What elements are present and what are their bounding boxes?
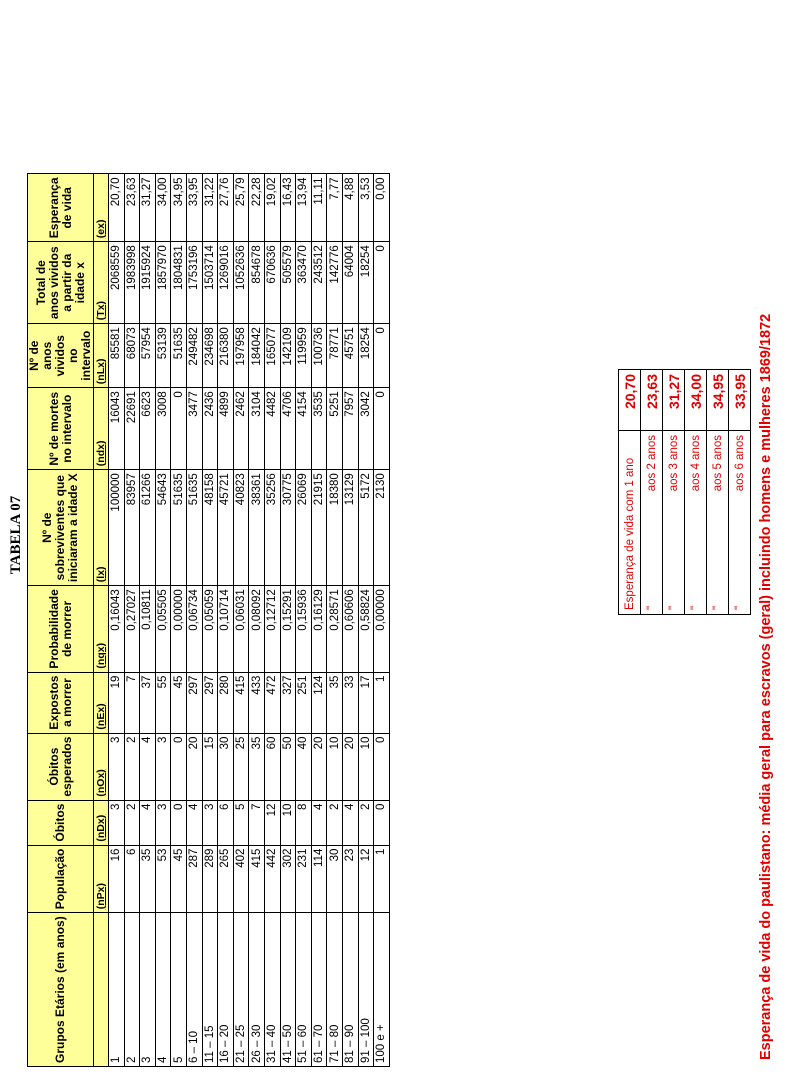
table-cell: 8 bbox=[296, 800, 312, 845]
table-cell: 100 e + bbox=[374, 913, 390, 1067]
summary-value: 33,95 bbox=[729, 370, 751, 431]
summary-label-text: aos 3 anos bbox=[667, 435, 680, 492]
symbol-cell: (nLx) bbox=[94, 324, 109, 388]
table-cell: 25,79 bbox=[233, 174, 249, 242]
summary-table bbox=[618, 369, 751, 615]
table-cell: 48158 bbox=[202, 470, 218, 586]
table-cell: 234698 bbox=[202, 324, 218, 388]
table-cell: 0 bbox=[171, 388, 187, 470]
ditto-mark: " bbox=[667, 605, 680, 610]
table-cell: 20 bbox=[186, 733, 202, 800]
symbol-cell: (nDx) bbox=[94, 800, 109, 845]
summary-row bbox=[663, 370, 685, 615]
table-cell: 13,94 bbox=[296, 174, 312, 242]
table-cell: 38361 bbox=[249, 470, 265, 586]
table-cell: 53 bbox=[155, 845, 171, 913]
table-cell: 854678 bbox=[249, 242, 265, 324]
table-cell: 19 bbox=[109, 672, 125, 733]
table-cell: 165077 bbox=[264, 324, 280, 388]
table-cell: 4 bbox=[311, 800, 327, 845]
table-title: TABELA 07 bbox=[8, 495, 24, 575]
table-cell: 442 bbox=[264, 845, 280, 913]
table-cell: 55 bbox=[155, 672, 171, 733]
symbol-cell: (ndx) bbox=[94, 388, 109, 470]
table-cell: 85581 bbox=[109, 324, 125, 388]
header-cell: Nº de sobreviventes que iniciaram a idade X bbox=[28, 470, 94, 586]
table-cell: 23,63 bbox=[124, 174, 140, 242]
table-cell: 19,02 bbox=[264, 174, 280, 242]
table-cell: 2 bbox=[358, 800, 374, 845]
table-cell: 0,06734 bbox=[186, 586, 202, 672]
table-cell: 37 bbox=[140, 672, 156, 733]
table-cell: 91 – 100 bbox=[358, 913, 374, 1067]
table-cell: 40823 bbox=[233, 470, 249, 586]
table-row bbox=[342, 174, 358, 1067]
table-cell: 0,05505 bbox=[155, 586, 171, 672]
table-cell: 243512 bbox=[311, 242, 327, 324]
summary-label bbox=[729, 431, 751, 615]
table-cell: 22691 bbox=[124, 388, 140, 470]
summary-label-text: aos 6 anos bbox=[733, 435, 746, 492]
table-cell: 20 bbox=[342, 733, 358, 800]
table-cell: 40 bbox=[296, 733, 312, 800]
table-cell: 18380 bbox=[327, 470, 343, 586]
table-cell: 251 bbox=[296, 672, 312, 733]
table-row bbox=[171, 174, 187, 1067]
table-cell: 11,11 bbox=[311, 174, 327, 242]
table-cell: 119959 bbox=[296, 324, 312, 388]
table-cell: 4,88 bbox=[342, 174, 358, 242]
table-cell: 13129 bbox=[342, 470, 358, 586]
table-cell: 100000 bbox=[109, 470, 125, 586]
symbol-cell bbox=[94, 913, 109, 1067]
table-cell: 402 bbox=[233, 845, 249, 913]
table-cell: 2068559 bbox=[109, 242, 125, 324]
summary-value: 31,27 bbox=[663, 370, 685, 431]
table-cell: 18254 bbox=[358, 242, 374, 324]
table-cell: 16 – 20 bbox=[218, 913, 234, 1067]
table-cell: 2130 bbox=[374, 470, 390, 586]
table-cell: 45751 bbox=[342, 324, 358, 388]
table-cell: 12 bbox=[358, 845, 374, 913]
table-cell: 81 – 90 bbox=[342, 913, 358, 1067]
table-cell: 53139 bbox=[155, 324, 171, 388]
table-cell: 1804831 bbox=[171, 242, 187, 324]
table-cell: 5251 bbox=[327, 388, 343, 470]
table-cell: 5 bbox=[233, 800, 249, 845]
table-cell: 0,00000 bbox=[374, 586, 390, 672]
table-cell: 6 bbox=[218, 800, 234, 845]
table-row bbox=[186, 174, 202, 1067]
summary-label: Esperança de vida com 1 ano bbox=[619, 431, 641, 615]
table-cell: 363470 bbox=[296, 242, 312, 324]
table-cell: 1753196 bbox=[186, 242, 202, 324]
summary-label bbox=[685, 431, 707, 615]
symbol-cell: (nOx) bbox=[94, 733, 109, 800]
table-row bbox=[109, 174, 125, 1067]
table-cell: 1983998 bbox=[124, 242, 140, 324]
table-cell: 1 bbox=[374, 845, 390, 913]
table-cell: 34,95 bbox=[171, 174, 187, 242]
header-cell: Nº de mortes no intervalo bbox=[28, 388, 94, 470]
table-cell: 280 bbox=[218, 672, 234, 733]
table-cell: 4 bbox=[155, 913, 171, 1067]
table-cell: 297 bbox=[186, 672, 202, 733]
summary-value: 34,95 bbox=[707, 370, 729, 431]
table-cell: 31,22 bbox=[202, 174, 218, 242]
summary-label-text: aos 2 anos bbox=[645, 435, 658, 492]
table-cell: 0,15936 bbox=[296, 586, 312, 672]
table-cell: 27,76 bbox=[218, 174, 234, 242]
table-cell: 3042 bbox=[358, 388, 374, 470]
table-cell: 0 bbox=[374, 324, 390, 388]
table-cell: 11 – 15 bbox=[202, 913, 218, 1067]
table-cell: 472 bbox=[264, 672, 280, 733]
table-cell: 0 bbox=[374, 388, 390, 470]
table-cell: 30 bbox=[327, 845, 343, 913]
symbol-cell: (nqx) bbox=[94, 586, 109, 672]
table-cell: 1503714 bbox=[202, 242, 218, 324]
header-cell: Óbitos bbox=[28, 800, 94, 845]
table-cell: 3477 bbox=[186, 388, 202, 470]
header-cell: Nº de anos vividos no intervalo bbox=[28, 324, 94, 388]
caption: Esperança de vida do paulistano: média geral para escravos (geral) incluindo homens e mulheres 1869/1872 bbox=[758, 313, 774, 1060]
table-cell: 0,27027 bbox=[124, 586, 140, 672]
table-cell: 51635 bbox=[171, 470, 187, 586]
table-cell: 302 bbox=[280, 845, 296, 913]
table-cell: 184042 bbox=[249, 324, 265, 388]
table-cell: 4 bbox=[140, 733, 156, 800]
table-cell: 1915924 bbox=[140, 242, 156, 324]
table-cell: 21 – 25 bbox=[233, 913, 249, 1067]
table-cell: 34,00 bbox=[155, 174, 171, 242]
table-cell: 0,10714 bbox=[218, 586, 234, 672]
table-cell: 3104 bbox=[249, 388, 265, 470]
table-cell: 6623 bbox=[140, 388, 156, 470]
summary-value: 20,70 bbox=[619, 370, 641, 431]
table-cell: 6 bbox=[124, 845, 140, 913]
table-cell: 26069 bbox=[296, 470, 312, 586]
table-cell: 45721 bbox=[218, 470, 234, 586]
table-cell: 18254 bbox=[358, 324, 374, 388]
header-cell: Expostos a morrer bbox=[28, 672, 94, 733]
table-cell: 61 – 70 bbox=[311, 913, 327, 1067]
table-cell: 5 bbox=[171, 913, 187, 1067]
table-cell: 35 bbox=[249, 733, 265, 800]
table-cell: 0 bbox=[374, 800, 390, 845]
table-cell: 51635 bbox=[171, 324, 187, 388]
table-cell: 35 bbox=[327, 672, 343, 733]
table-cell: 3 bbox=[109, 733, 125, 800]
table-cell: 287 bbox=[186, 845, 202, 913]
table-cell: 100736 bbox=[311, 324, 327, 388]
table-cell: 3535 bbox=[311, 388, 327, 470]
table-cell: 33 bbox=[342, 672, 358, 733]
table-cell: 2 bbox=[124, 913, 140, 1067]
table-cell: 142109 bbox=[280, 324, 296, 388]
table-cell: 23 bbox=[342, 845, 358, 913]
table-cell: 2436 bbox=[202, 388, 218, 470]
header-cell: Esperança de vida bbox=[28, 174, 94, 242]
table-cell: 4706 bbox=[280, 388, 296, 470]
table-cell: 17 bbox=[358, 672, 374, 733]
header-cell: Óbitos esperados bbox=[28, 733, 94, 800]
summary-row bbox=[619, 370, 641, 615]
header-cell: Grupos Etários (em anos) bbox=[28, 913, 94, 1067]
table-cell: 0,15291 bbox=[280, 586, 296, 672]
table-cell: 12 bbox=[264, 800, 280, 845]
table-cell: 0,00 bbox=[374, 174, 390, 242]
table-row bbox=[218, 174, 234, 1067]
table-cell: 327 bbox=[280, 672, 296, 733]
symbol-cell: (nEx) bbox=[94, 672, 109, 733]
table-cell: 0,16043 bbox=[109, 586, 125, 672]
table-cell: 78771 bbox=[327, 324, 343, 388]
table-cell: 10 bbox=[327, 733, 343, 800]
header-cell: Total de anos vividos a partir da idade x bbox=[28, 242, 94, 324]
table-cell: 2462 bbox=[233, 388, 249, 470]
table-cell: 4482 bbox=[264, 388, 280, 470]
summary-label bbox=[663, 431, 685, 615]
table-cell: 31 – 40 bbox=[264, 913, 280, 1067]
table-row bbox=[155, 174, 171, 1067]
table-cell: 0,28571 bbox=[327, 586, 343, 672]
table-cell: 0,12712 bbox=[264, 586, 280, 672]
table-cell: 216380 bbox=[218, 324, 234, 388]
ditto-mark: " bbox=[645, 605, 658, 610]
symbol-cell: (ex) bbox=[94, 174, 109, 242]
summary-value: 23,63 bbox=[641, 370, 663, 431]
table-cell: 50 bbox=[280, 733, 296, 800]
summary-row bbox=[641, 370, 663, 615]
table-cell: 114 bbox=[311, 845, 327, 913]
summary-label-text: aos 5 anos bbox=[711, 435, 724, 492]
table-row bbox=[249, 174, 265, 1067]
table-row bbox=[140, 174, 156, 1067]
table-cell: 71 – 80 bbox=[327, 913, 343, 1067]
table-cell: 45 bbox=[171, 845, 187, 913]
table-cell: 20,70 bbox=[109, 174, 125, 242]
table-cell: 0 bbox=[374, 733, 390, 800]
symbol-cell: (Tx) bbox=[94, 242, 109, 324]
header-cell: Probabilidade de morrer bbox=[28, 586, 94, 672]
table-cell: 2 bbox=[124, 733, 140, 800]
table-cell: 1 bbox=[109, 913, 125, 1067]
table-cell: 142776 bbox=[327, 242, 343, 324]
table-cell: 505579 bbox=[280, 242, 296, 324]
summary-row bbox=[729, 370, 751, 615]
table-cell: 0,00000 bbox=[171, 586, 187, 672]
summary-value: 34,00 bbox=[685, 370, 707, 431]
table-cell: 297 bbox=[202, 672, 218, 733]
table-cell: 0,58824 bbox=[358, 586, 374, 672]
table-row bbox=[327, 174, 343, 1067]
table-cell: 4 bbox=[140, 800, 156, 845]
table-cell: 3 bbox=[155, 800, 171, 845]
table-cell: 30775 bbox=[280, 470, 296, 586]
table-cell: 60 bbox=[264, 733, 280, 800]
table-cell: 0 bbox=[171, 733, 187, 800]
table-cell: 22,28 bbox=[249, 174, 265, 242]
table-cell: 68073 bbox=[124, 324, 140, 388]
table-cell: 54643 bbox=[155, 470, 171, 586]
table-cell: 3,53 bbox=[358, 174, 374, 242]
table-cell: 83957 bbox=[124, 470, 140, 586]
table-cell: 20 bbox=[311, 733, 327, 800]
table-cell: 10 bbox=[280, 800, 296, 845]
symbol-cell: (lx) bbox=[94, 470, 109, 586]
ditto-mark: " bbox=[711, 605, 724, 610]
table-cell: 0,05059 bbox=[202, 586, 218, 672]
table-row bbox=[358, 174, 374, 1067]
table-cell: 33,95 bbox=[186, 174, 202, 242]
table-cell: 433 bbox=[249, 672, 265, 733]
table-cell: 30 bbox=[218, 733, 234, 800]
table-cell: 124 bbox=[311, 672, 327, 733]
table-cell: 35 bbox=[140, 845, 156, 913]
table-cell: 4 bbox=[186, 800, 202, 845]
table-cell: 26 – 30 bbox=[249, 913, 265, 1067]
table-cell: 231 bbox=[296, 845, 312, 913]
ditto-mark: " bbox=[689, 605, 702, 610]
table-cell: 2 bbox=[124, 800, 140, 845]
table-cell: 0,06031 bbox=[233, 586, 249, 672]
table-cell: 3 bbox=[155, 733, 171, 800]
summary-row bbox=[707, 370, 729, 615]
table-cell: 249482 bbox=[186, 324, 202, 388]
table-cell: 0,10811 bbox=[140, 586, 156, 672]
table-cell: 5172 bbox=[358, 470, 374, 586]
summary-label bbox=[707, 431, 729, 615]
table-cell: 415 bbox=[233, 672, 249, 733]
table-cell: 0,16129 bbox=[311, 586, 327, 672]
table-row bbox=[124, 174, 140, 1067]
table-cell: 16,43 bbox=[280, 174, 296, 242]
table-cell: 3 bbox=[140, 913, 156, 1067]
table-cell: 1052636 bbox=[233, 242, 249, 324]
table-cell: 4 bbox=[342, 800, 358, 845]
table-cell: 7957 bbox=[342, 388, 358, 470]
table-cell: 1 bbox=[374, 672, 390, 733]
summary-label-text: aos 4 anos bbox=[689, 435, 702, 492]
table-cell: 670636 bbox=[264, 242, 280, 324]
symbol-row bbox=[94, 174, 109, 1067]
table-cell: 25 bbox=[233, 733, 249, 800]
summary-row bbox=[685, 370, 707, 615]
table-row bbox=[280, 174, 296, 1067]
table-row bbox=[311, 174, 327, 1067]
table-cell: 45 bbox=[171, 672, 187, 733]
table-cell: 61266 bbox=[140, 470, 156, 586]
table-row bbox=[233, 174, 249, 1067]
table-cell: 4154 bbox=[296, 388, 312, 470]
header-row bbox=[28, 174, 94, 1067]
table-cell: 7 bbox=[124, 672, 140, 733]
table-cell: 51635 bbox=[186, 470, 202, 586]
table-cell: 197958 bbox=[233, 324, 249, 388]
summary-label bbox=[641, 431, 663, 615]
table-cell: 64004 bbox=[342, 242, 358, 324]
table-cell: 10 bbox=[358, 733, 374, 800]
table-cell: 1269016 bbox=[218, 242, 234, 324]
table-cell: 265 bbox=[218, 845, 234, 913]
table-cell: 7,77 bbox=[327, 174, 343, 242]
table-cell: 3008 bbox=[155, 388, 171, 470]
table-cell: 415 bbox=[249, 845, 265, 913]
table-cell: 31,27 bbox=[140, 174, 156, 242]
table-row bbox=[264, 174, 280, 1067]
table-row bbox=[374, 174, 390, 1067]
table-cell: 2 bbox=[327, 800, 343, 845]
symbol-cell: (nPx) bbox=[94, 845, 109, 913]
table-row bbox=[296, 174, 312, 1067]
table-cell: 0,08092 bbox=[249, 586, 265, 672]
table-cell: 0 bbox=[171, 800, 187, 845]
table-cell: 35256 bbox=[264, 470, 280, 586]
table-cell: 1857970 bbox=[155, 242, 171, 324]
table-cell: 15 bbox=[202, 733, 218, 800]
table-cell: 7 bbox=[249, 800, 265, 845]
table-cell: 16043 bbox=[109, 388, 125, 470]
table-cell: 6 – 10 bbox=[186, 913, 202, 1067]
table-row bbox=[202, 174, 218, 1067]
table-cell: 4899 bbox=[218, 388, 234, 470]
ditto-mark: " bbox=[733, 605, 746, 610]
table-cell: 289 bbox=[202, 845, 218, 913]
table-cell: 41 – 50 bbox=[280, 913, 296, 1067]
life-table bbox=[27, 174, 390, 1068]
table-cell: 0,60606 bbox=[342, 586, 358, 672]
table-cell: 21915 bbox=[311, 470, 327, 586]
table-cell: 3 bbox=[202, 800, 218, 845]
table-cell: 0 bbox=[374, 242, 390, 324]
table-cell: 51 – 60 bbox=[296, 913, 312, 1067]
table-cell: 16 bbox=[109, 845, 125, 913]
header-cell: População bbox=[28, 845, 94, 913]
table-cell: 57954 bbox=[140, 324, 156, 388]
table-cell: 3 bbox=[109, 800, 125, 845]
table-body bbox=[109, 174, 390, 1067]
